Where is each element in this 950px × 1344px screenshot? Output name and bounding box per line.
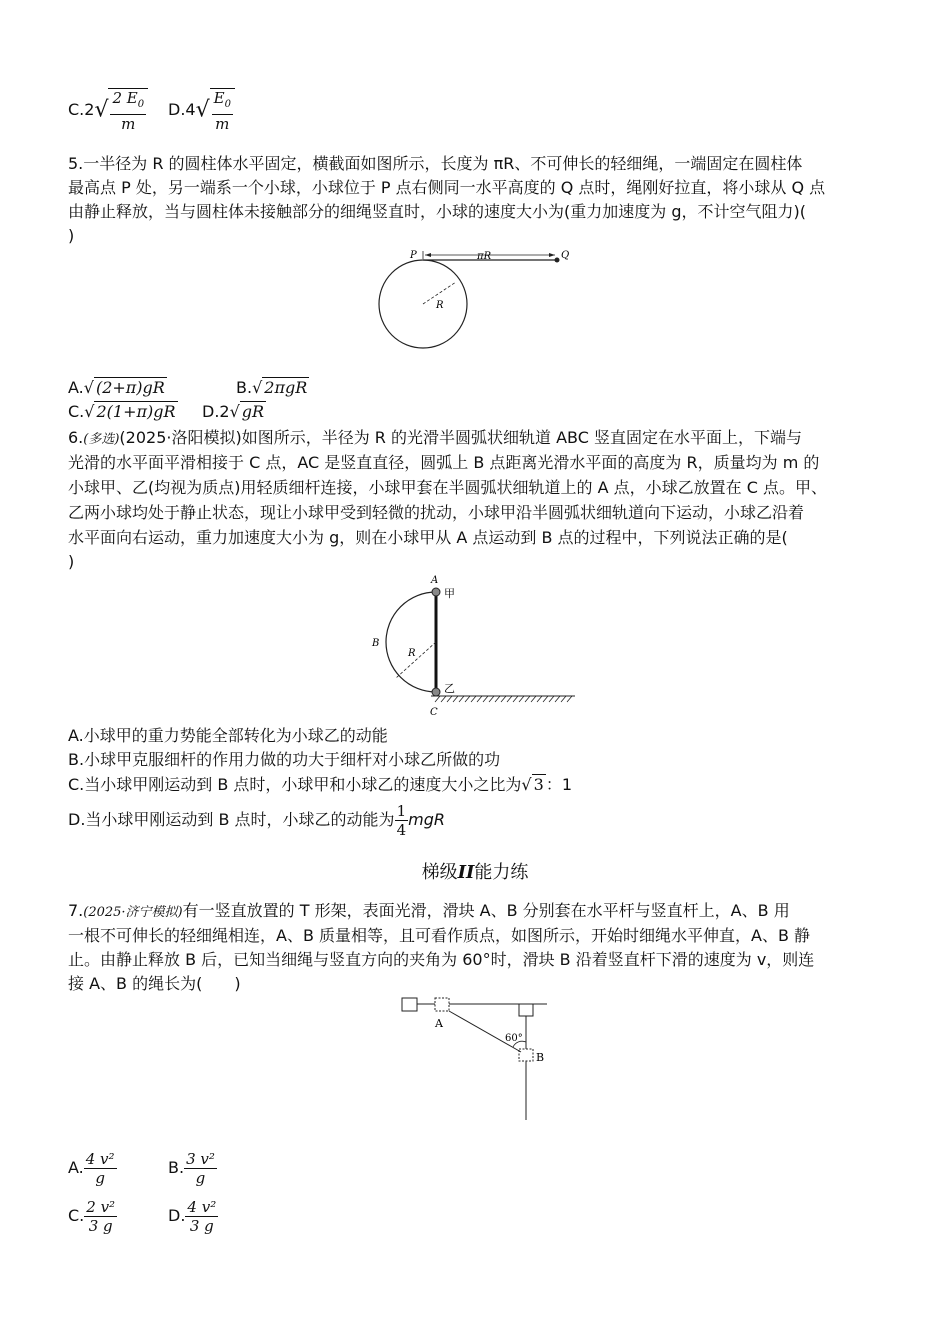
q6-stem-line-4: 乙两小球均处于静止状态，现让小球甲受到轻微的扰动，小球甲沿半圆弧状细轨道向下运动，小球乙沿着 [68,503,805,522]
q7-figure [395,992,555,1122]
q5-stem-line-2: 最高点 P 处，另一端系一个小球，小球位于 P 点右侧同一水平高度的 Q 点时，绳刚好拉直，将小球从 Q 点 [68,178,826,197]
label-jia: 甲 [444,587,455,600]
q7-stem-line-4: 接 A、B 的绳长为( ) [68,974,241,993]
sqrt-icon: √ $\frac{2 E_0}{m}$ [94,88,148,133]
label-a: A [431,575,439,586]
q6-stem-line-6: ) [68,552,75,571]
section-heading: 梯级II能力练 [421,862,529,883]
semicircle-track [386,592,436,692]
label-r: R [408,648,416,659]
q6-option-c[interactable]: C.当小球甲刚运动到 B 点时，小球甲和小球乙的速度大小之比为√ 3 ：1 [68,775,572,794]
label-pir: πR [477,251,492,262]
ground-hatch [435,696,572,702]
q7-option-b[interactable]: B. $\frac{\text{3 v²}}{g}$ [168,1150,215,1187]
rope [449,1011,521,1052]
label-q: Q [561,250,570,261]
q5-option-c[interactable]: C.√ 2(1+π)gR [68,402,176,421]
q5-option-b[interactable]: B.√ 2πgR [236,378,308,397]
q6-option-b[interactable]: B.小球甲克服细杆的作用力做的功大于细杆对小球乙所做的功 [68,750,501,769]
q7-option-c[interactable]: C. $\frac{\text{2 v²}}{3 g}$ [68,1198,116,1235]
label-r: R [436,300,444,311]
block-b [519,1049,533,1061]
sqrt-icon: √ [84,402,95,421]
q7-stem-line-2: 一根不可伸长的轻细绳相连，A、B 质量相等，且可看作质点，如图所示，开始时细绳水平伸直，A、B 静 [68,926,811,945]
label-c: C [430,707,438,718]
q6-stem-line-1: 6.(多选)(2025·洛阳模拟)如图所示，半径为 R 的光滑半圆弧状细轨道 ABC 竖直固定在水平面上，下端与 [68,428,802,447]
q6-figure [365,570,580,720]
sqrt-icon: √ [229,402,240,421]
q5-stem-line-3: 由静止释放，当与圆柱体未接触部分的细绳竖直时，小球的速度大小为(重力加速度为 g，不计空气阻力)( [68,202,806,221]
sqrt-icon: √ [521,775,532,794]
q6-option-a[interactable]: A.小球甲的重力势能全部转化为小球乙的动能 [68,726,388,745]
ball-jia [432,588,440,596]
block-a [435,998,449,1011]
sqrt-icon: √ [252,378,263,397]
radius-line [396,642,436,678]
label-b: B [372,638,380,649]
q4-option-c[interactable]: C.2√ $\frac{2 E_0}{m}$ [68,88,148,133]
label-yi: 乙 [444,682,455,695]
q7-option-a[interactable]: A. $\frac{\text{4 v²}}{g}$ [68,1150,115,1187]
block-a-initial [402,998,417,1011]
q6-stem-line-5: 水平面向右运动，重力加速度大小为 g，则在小球甲从 A 点运动到 B 点的过程中，下列说法正确的是( [68,528,788,547]
q4-option-d[interactable]: D.4√ $\frac{E_0}{m}$ [168,88,235,133]
label-a: A [435,1017,443,1030]
q5-figure [370,244,580,358]
q6-stem-line-3: 小球甲、乙(均视为质点)用轻质细杆连接，小球甲套在半圆弧状细轨道上的 A 点，小球乙放置在 C 点。甲、 [68,478,827,497]
q5-option-d[interactable]: D.2√ gR [202,402,265,421]
label-p: P [410,250,417,261]
q7-stem-line-3: 止。由静止释放 B 后，已知当细绳与竖直方向的夹角为 60°时，滑块 B 沿着竖直杆下滑的速度为 v，则连 [68,950,815,969]
q7-option-d[interactable]: D. $\frac{\text{4 v²}}{3 g}$ [168,1198,217,1235]
sqrt-icon: √ [83,378,94,397]
sqrt-icon: √ $\frac{E_0}{m}$ [196,88,235,133]
block-b-initial [519,1004,533,1016]
label-angle: 60° [505,1033,523,1044]
ball-q [555,258,560,263]
q6-option-d[interactable]: D.当小球甲刚运动到 B 点时，小球乙的动能为 $\frac{1}{4}$ mgR [68,802,445,839]
q5-stem-line-1: 5.一半径为 R 的圆柱体水平固定，横截面如图所示，长度为 πR、不可伸长的轻细绳，一端固定在圆柱体 [68,154,803,173]
q5-option-a[interactable]: A.√ (2+π)gR [68,378,165,397]
q6-stem-line-2: 光滑的水平面平滑相接于 C 点，AC 是竖直直径，圆弧上 B 点距离光滑水平面的高度为 R，质量均为 m 的 [68,453,820,472]
q5-stem-line-4: ) [68,226,75,245]
q7-stem-line-1: 7.(2025·济宁模拟)有一竖直放置的 T 形架，表面光滑，滑块 A、B 分别套在水平杆与竖直杆上，A、B 用 [68,901,790,920]
ball-yi [432,688,440,696]
label-b: B [536,1051,545,1064]
